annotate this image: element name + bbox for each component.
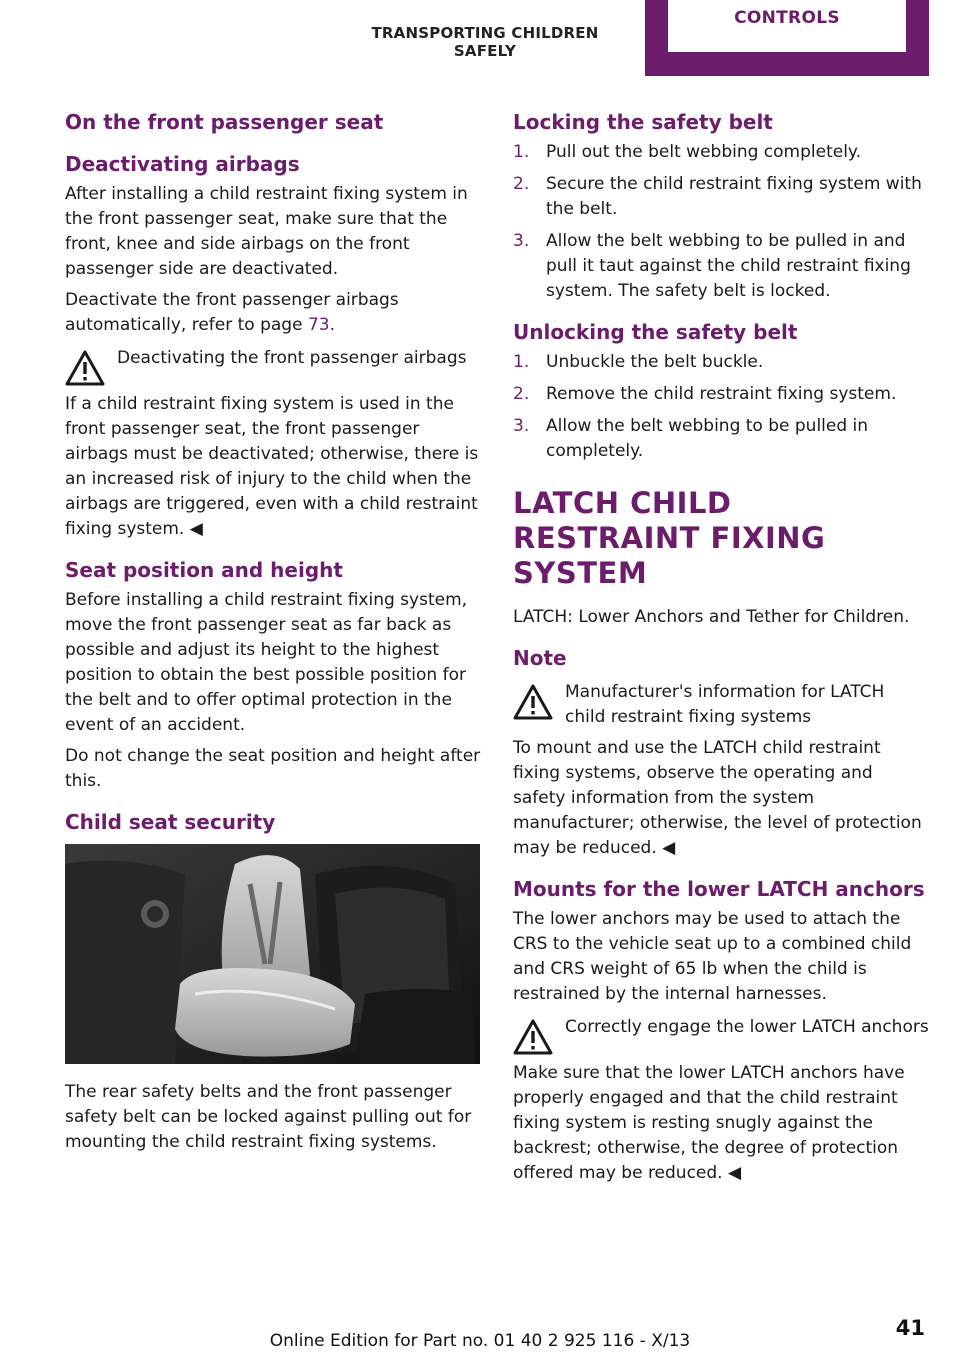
list-item bbox=[513, 414, 929, 464]
warning-body bbox=[513, 736, 929, 861]
warning-title: Correctly engage the lower LATCH anchors bbox=[565, 1017, 929, 1037]
footer-edition: Online Edition for Part no. 01 40 2 925 116 - X/13 bbox=[269, 1331, 691, 1351]
page-number: 41 bbox=[895, 1316, 925, 1340]
warning-body-text: To mount and use the LATCH child restraint fixing systems, observe the operating and safety information from the system manufacturer; otherwise, the level of protection may be reduced. bbox=[513, 738, 922, 858]
step-text: Unbuckle the belt buckle. bbox=[546, 352, 764, 372]
paragraph-mounts: The lower anchors may be used to attach the CRS to the vehicle seat up to a combined child and CRS weight of 65 lb when the child is restrained by the internal harnesses. bbox=[513, 909, 912, 1004]
warning-engage-anchors bbox=[513, 1015, 929, 1061]
paragraph-seat-position: Before installing a child restraint fixing system, move the front passenger seat as far back as possible and adjust its height to the highest position to obtain the best possible position for the belt and to offer optimal protection in the event of an accident. bbox=[65, 590, 468, 735]
paragraph-install: After installing a child restraint fixing system in the front passenger seat, make sure that the front, knee and side airbags on the front passenger side are deactivated. bbox=[65, 184, 468, 279]
heading-note: Note bbox=[513, 646, 567, 670]
right-column bbox=[513, 108, 929, 1192]
step-number: 1. bbox=[513, 352, 530, 372]
list-item bbox=[513, 229, 929, 304]
end-mark: ◀ bbox=[727, 1163, 742, 1183]
step-text: Allow the belt webbing to be pulled in completely. bbox=[546, 416, 869, 461]
warning-triangle-icon bbox=[513, 1019, 553, 1055]
page-link-73[interactable]: 73 bbox=[307, 315, 330, 335]
warning-body-text: Make sure that the lower LATCH anchors have properly engaged and that the child restraint fixing system is resting snugly against the backrest; otherwise, the degree of protection offered may be reduced. bbox=[513, 1063, 905, 1183]
step-number: 1. bbox=[513, 142, 530, 162]
warning-body-text: If a child restraint fixing system is used in the front passenger seat, the front passenger airbags must be deactivated; otherwise, there is an increased risk of injury to the child when the airbags are triggered, even with a child restraint fixing system. bbox=[65, 394, 479, 539]
warning-title: Deactivating the front passenger airbags bbox=[117, 348, 467, 368]
heading-child-seat-security: Child seat security bbox=[65, 810, 276, 834]
warning-manufacturer-info bbox=[513, 680, 929, 730]
deactivate-text: Deactivate the front passenger airbags automatically, refer to page bbox=[65, 290, 399, 335]
paragraph-no-change: Do not change the seat position and height after this. bbox=[65, 746, 481, 791]
step-number: 2. bbox=[513, 174, 530, 194]
warning-deactivating-airbags bbox=[65, 346, 481, 392]
warning-triangle-icon bbox=[513, 684, 553, 720]
step-text: Allow the belt webbing to be pulled in and pull it taut against the child restraint fixing system. The safety belt is locked. bbox=[546, 231, 911, 301]
list-item bbox=[513, 140, 929, 165]
end-mark: ◀ bbox=[662, 838, 676, 858]
paragraph-deactivate bbox=[65, 288, 481, 338]
paragraph-rear-belts: The rear safety belts and the front passenger safety belt can be locked against pulling out for mounting the child restraint fixing systems. bbox=[65, 1082, 472, 1152]
end-mark: ◀ bbox=[189, 519, 203, 539]
paragraph-latch-definition: LATCH: Lower Anchors and Tether for Children. bbox=[513, 607, 910, 627]
unlocking-steps bbox=[513, 350, 929, 464]
step-text: Remove the child restraint fixing system. bbox=[546, 384, 897, 404]
list-item bbox=[513, 172, 929, 222]
heading-deactivating-airbags: Deactivating airbags bbox=[65, 152, 300, 176]
heading-unlocking-belt: Unlocking the safety belt bbox=[513, 320, 798, 344]
warning-triangle-icon bbox=[65, 350, 105, 386]
left-column bbox=[65, 108, 481, 1161]
step-text: Secure the child restraint fixing system with the belt. bbox=[546, 174, 922, 219]
warning-title: Manufacturer's information for LATCH child restraint fixing systems bbox=[565, 682, 885, 727]
heading-seat-position: Seat position and height bbox=[65, 558, 343, 582]
warning-body bbox=[65, 392, 481, 542]
heading-mounts-lower-anchors: Mounts for the lower LATCH anchors bbox=[513, 877, 925, 901]
list-item bbox=[513, 350, 929, 375]
heading-front-passenger-seat: On the front passenger seat bbox=[65, 110, 384, 134]
chapter-tab bbox=[645, 0, 929, 76]
heading-locking-belt: Locking the safety belt bbox=[513, 110, 773, 134]
locking-steps bbox=[513, 140, 929, 304]
step-number: 3. bbox=[513, 231, 530, 251]
running-header-section: TRANSPORTING CHILDREN SAFELY bbox=[371, 24, 599, 60]
step-text: Pull out the belt webbing completely. bbox=[546, 142, 861, 162]
deactivate-period: . bbox=[329, 315, 335, 335]
step-number: 3. bbox=[513, 416, 530, 436]
heading-latch-system: LATCH CHILD RESTRAINT FIXING SYSTEM bbox=[513, 486, 826, 590]
warning-body bbox=[513, 1061, 929, 1186]
chapter-tab-label: CONTROLS bbox=[668, 0, 906, 52]
child-seat-photo bbox=[65, 844, 480, 1064]
list-item bbox=[513, 382, 929, 407]
step-number: 2. bbox=[513, 384, 530, 404]
